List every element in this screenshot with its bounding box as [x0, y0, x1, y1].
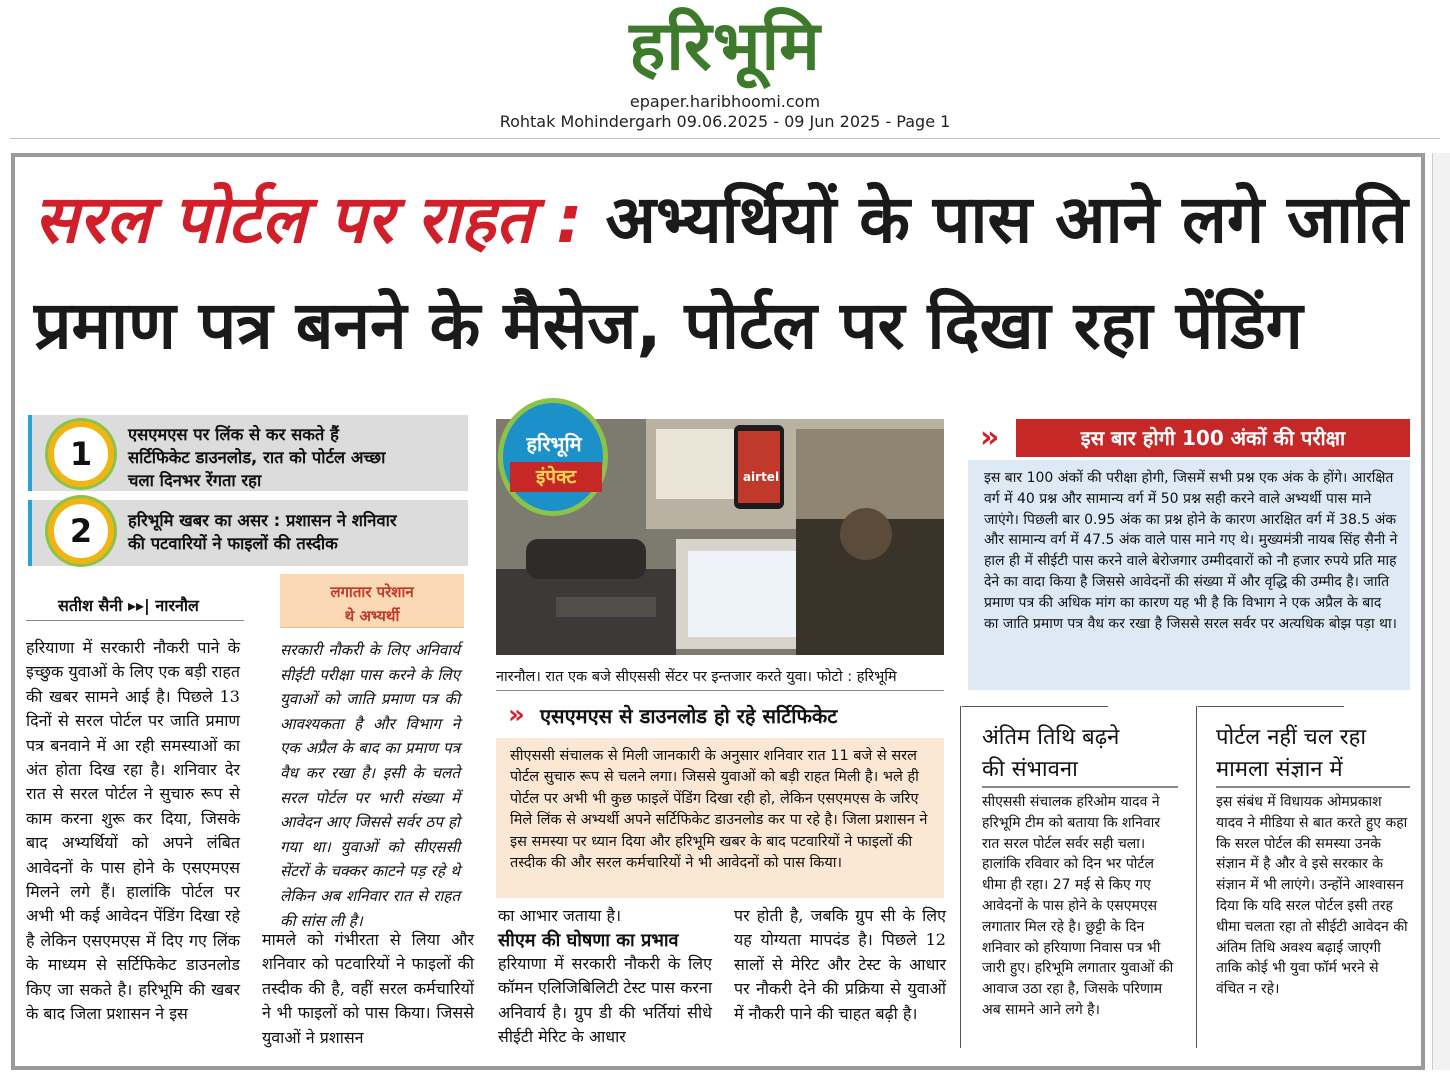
side1-heading: अंतिम तिथि बढ़ने की संभावना: [982, 722, 1178, 788]
headline-line2: प्रमाण पत्र बनने के मैसेज, पोर्टल पर दिखा रहा पेंडिंग: [34, 287, 1303, 364]
highlight-1-badge: 1: [48, 421, 114, 487]
impact-badge: [498, 398, 608, 516]
caption-rule: [496, 690, 944, 691]
impact-badge-text1: हरिभूमि: [526, 432, 582, 456]
side2-rule: [1196, 706, 1197, 1048]
side1-rule: [960, 706, 961, 1048]
side2-heading: पोर्टल नहीं चल रहा मामला संज्ञान में: [1216, 722, 1410, 788]
byline-rule: [26, 620, 244, 621]
highlight-1-text: एसएमएस पर लिंक से कर सकते हैं सर्टिफिकेट डाउनलोड, रात को पोर्टल अच्छा चला दिनभर रेंगता रहा: [128, 425, 386, 490]
newspaper-logo: हरिभूमि: [629, 7, 821, 86]
site-url[interactable]: epaper.haribhoomi.com: [629, 92, 821, 111]
headline-line1: [34, 181, 1419, 258]
side2-text: इस संबंध में विधायक ओमप्रकाश यादव ने मीडिया से बात करते हुए कहा कि सरल पोर्टल की समस्या उनके संज्ञान में है और वे इसे सरकार के संज्ञान में भी लाएंगे। उन्होंने आश्वासन दिया कि यदि सरल पोर्टल इसी तरह धीमा चलता रहा तो सीईटी आवेदन की अंतिम तिथि अवश्य बढ़ाई जाएगी ताकि कोई भी युवा फॉर्म भरने से वंचित न रहे।: [1216, 794, 1408, 998]
side1-top-rule: [962, 706, 1108, 707]
headline-kicker: सरल पोर्टल पर राहत :: [34, 181, 583, 258]
pullbox-title: लगातार परेशान थे अभ्यर्थी: [330, 583, 414, 625]
side1-text: सीएससी संचालक हरिओम यादव ने हरिभूमि टीम को बताया कि शनिवार रात सरल पोर्टल सर्वर सही चला। हालांकि रविवार को दिन भर पोर्टल धीमा ही रहा। 27 मई से किए गए आवेदनों के पास होने के एसएमएस लगातार मिल रहे है। छुट्टी के दिन शनिवार को हरियाणा निवास पत्र भी जारी हुए। हरिभूमि लगातार युवाओं की आवाज उठा रहा है, जिसके परिणाम अब सामने आने लगे है।: [982, 794, 1174, 1018]
article-col2: मामले को गंभीरता से लिया और शनिवार को पटवारियों ने फाइलों की तस्दीक की है, वहीं सरल कर्मचारियों ने भी फाइलों को पास किया। जिससे युवाओं ने प्रशासन: [262, 930, 474, 1047]
exam-text: इस बार 100 अंकों की परीक्षा होगी, जिसमें सभी प्रश्न एक अंक के होंगे। आरक्षित वर्ग में 40 प्रश्न और सामान्य वर्ग में 50 प्रश्न सही करने वाले अभ्यर्थी पास माने जाएंगे। पिछली बार 0.95 अंक का प्रश्न होने के कारण आरक्षित वर्ग में 38.5 अंक और सामान्य वर्ग में 47.5 अंक वाले पास माने गए थे। मुख्यमंत्री नायब सिंह सैनी ने हाल ही में सीईटी पास करने वाले बेरोजगार उम्मीदवारों को नौ हजार रुपये प्रति माह देने का वादा किया है जिससे आवेदनों की संख्या में और वृद्धि की उम्मीद है। जाति प्रमाण पत्र की अधिक मांग का कारण यह भी है कि विभाग ने एक अप्रैल के बाद का जाति प्रमाण पत्र वैध कर रखा है जिससे सरल सर्वर पर अत्यधिक बोझ पड़ा था।: [984, 470, 1398, 632]
pullbox-text: सरकारी नौकरी के लिए अनिवार्य सीईटी परीक्षा पास करने के लिए युवाओं को जाति प्रमाण पत्र की आवश्यकता है और विभाग ने एक अप्रैल के बाद का प्रमाण पत्र वैध कर रखा है। इसी के चलते सरल पोर्टल पर भारी संख्या में आवेदन आए जिससे सर्वर ठप हो गया था। युवाओं को सीएससी सेंटरों के चक्कर काटने पड़ रहे थे लेकिन अब शनिवार रात से राहत की सांस ली है।: [280, 641, 460, 930]
article-col3: हरियाणा में सरकारी नौकरी के लिए कॉमन एलिजिबिलिटी टेस्ट पास करना अनिवार्य है। ग्रुप डी की भर्तियां सीधे सीईटी मेरिट के आधार: [498, 954, 712, 1047]
headline-text1: अभ्यर्थियों के पास आने लगे जाति: [605, 181, 1408, 258]
article-col1: हरियाणा में सरकारी नौकरी पाने के इच्छुक युवाओं के लिए एक बड़ी राहत की खबर सामने आई है। पिछले 13 दिनों से सरल पोर्टल पर जाति प्रमाण पत्र बनवाने में आ रही समस्याओं का अंत होता दिख रहा है। शनिवार देर रात से सरल पोर्टल ने सुचारु रूप से काम करना शुरू कर दिया, जिसके बाद अभ्यर्थियों को अपने लंबित आवेदनों के पास होने के एसएमएस मिलने लगे हैं। हालांकि पोर्टल पर अभी भी कई आवेदन पेंडिंग दिखा रहे है लेकिन एसएमएस में दिए गए लिंक के माध्यम से सर्टिफिकेट डाउनलोड किए जा सकते है। हरिभूमि की खबर के बाद जिला प्रशासन ने इस: [26, 638, 240, 1024]
highlight-2-text: हरिभूमि खबर का असर : प्रशासन ने शनिवार की पटवारियों ने फाइलों की तस्दीक: [128, 511, 397, 553]
exam-heading: इस बार होगी 100 अंकों की परीक्षा: [1016, 419, 1410, 457]
cm-subhead: सीएम की घोषणा का प्रभाव: [498, 930, 679, 951]
article-col4: पर होती है, जबकि ग्रुप सी के लिए यह योग्यता मापदंड है। पिछले 12 सालों से मेरिट और टेस्ट के आधार पर नौकरी देने की प्रक्रिया से युवाओं में नौकरी पाने की चाहत बढ़ी है।: [734, 906, 946, 1023]
impact-badge-text2: इंपेक्ट: [510, 462, 602, 492]
next-page-edge: [1432, 153, 1450, 1070]
side2-top-rule: [1198, 706, 1344, 707]
sms-heading-icon: »: [508, 700, 525, 730]
byline: सतीश सैनी ▸▸| नारनौल: [58, 596, 199, 615]
sms-heading: एसएमएस से डाउनलोड हो रहे सर्टिफिकेट: [540, 704, 838, 728]
highlight-2-badge: 2: [48, 498, 114, 564]
sms-text: सीएससी संचालक से मिली जानकारी के अनुसार शनिवार रात 11 बजे से सरल पोर्टल सुचारु रूप से चलने लगा। जिससे युवाओं को बड़ी राहत मिली है। भले ही पोर्टल पर अभी भी कुछ फाइलें पेंडिंग दिखा रही हो, लेकिन एसएमएस के जरिए मिले लिंक से अभ्यर्थी अपने सर्टिफिकेट डाउनलोड कर पा रहे है। जिला प्रशासन ने इस समस्या पर ध्यान दिया और हरिभूमि खबर के बाद पटवारियों ने फाइलों की तस्दीक की और सरल कर्मचारियों ने भी आवेदनों को पास किया।: [510, 748, 928, 872]
col3-lead: का आभार जताया है।: [498, 906, 622, 925]
divider: [10, 138, 1440, 139]
edition-info: Rohtak Mohindergarh 09.06.2025 - 09 Jun 2025 - Page 1: [499, 112, 951, 131]
photo-caption: नारनौल। रात एक बजे सीएससी सेंटर पर इन्तजार करते युवा। फोटो : हरिभूमि: [496, 669, 897, 685]
exam-heading-icon: »: [980, 420, 1000, 455]
airtel-logo: airtel: [742, 470, 780, 484]
